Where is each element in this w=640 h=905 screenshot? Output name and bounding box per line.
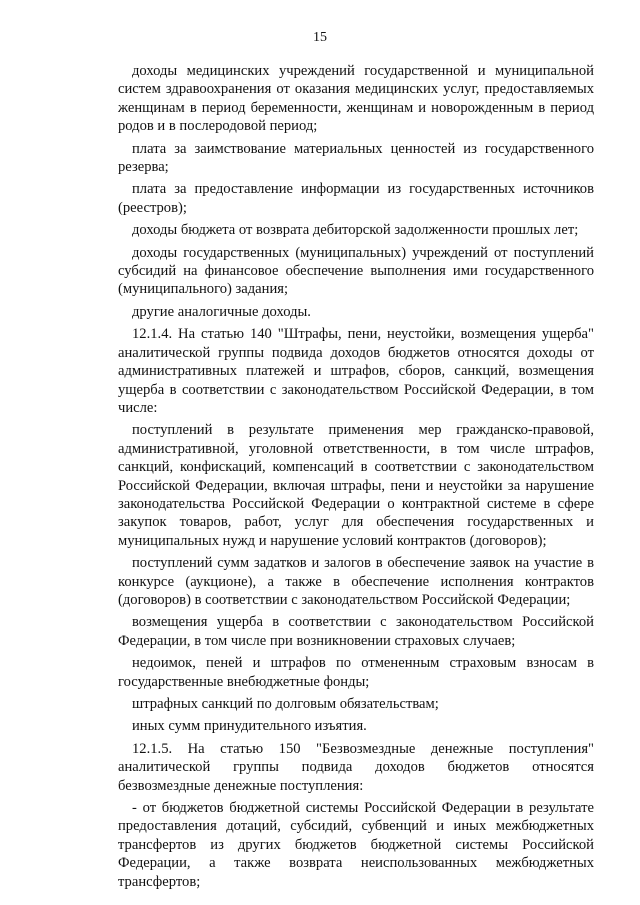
paragraph: - от бюджетов бюджетной системы Российской Федерации в результате предоставления дотаций, субсидий, субвенций и иных межбюджетных трансфертов из других бюджетов бюджетной системы Российской Федерации, а также возврата неиспользованных межбюджетных трансфертов;: [118, 800, 594, 890]
paragraph: иных сумм принудительного изъятия.: [132, 718, 367, 735]
paragraph: доходы медицинских учреждений государственной и муниципальной систем здравоохранения от оказания медицинских услуг, предоставляемых женщинам в период беременности, женщинам и новорожденным в период родов и в послеродовой период;: [118, 63, 594, 135]
paragraph: недоимок, пеней и штрафов по отмененным страховым взносам в государственные внебюджетные фонды;: [118, 655, 594, 690]
paragraph: 12.1.4. На статью 140 "Штрафы, пени, неустойки, возмещения ущерба" аналитической группы подвида доходов бюджетов относятся доходы от административных платежей и штрафов, сборов, санкций, возмещения ущерба в соответствии с законодательством Российской Федерации, в том числе:: [118, 326, 594, 416]
paragraph: другие аналогичные доходы.: [132, 303, 311, 320]
page-number: 15: [313, 30, 327, 45]
paragraph: плата за заимствование материальных ценностей из государственного резерва;: [118, 140, 594, 176]
paragraph: штрафных санкций по долговым обязательствам;: [132, 696, 439, 712]
paragraph: возмещения ущерба в соответствии с законодательством Российской Федерации, в том числе при возникновении страховых случаев;: [118, 614, 594, 649]
paragraph: поступлений в результате применения мер гражданско-правовой, административной, уголовной ответственности, в том числе штрафов, санкций, конфискаций, компенсаций в соответствии с законодательством Российской Федерации, включая штрафы, пени и неустойки за нарушение законодательства Российской Федерации о контрактной системе в сфере закупок товаров, работ, услуг для обеспечения государственных и муниципальных нужд и нарушение условий контрактов (договоров);: [118, 422, 594, 549]
paragraph: поступлений сумм задатков и залогов в обеспечение заявок на участие в конкурсе (аукционе), а также в обеспечение исполнения контрактов (договоров) в соответствии с законодательством Российской Федерации;: [118, 555, 594, 608]
paragraph: доходы государственных (муниципальных) учреждений от поступлений субсидий на финансовое обеспечение выполнения ими государственного (муниципального) задания;: [118, 244, 594, 298]
document-body: [118, 62, 594, 895]
paragraph: плата за предоставление информации из государственных источников (реестров);: [118, 181, 594, 216]
paragraph: доходы бюджета от возврата дебиторской задолженности прошлых лет;: [132, 222, 579, 239]
paragraph: 12.1.5. На статью 150 "Безвозмездные денежные поступления" аналитической группы подвида доходов бюджетов относятся безвозмездные денежные поступления:: [118, 740, 594, 794]
